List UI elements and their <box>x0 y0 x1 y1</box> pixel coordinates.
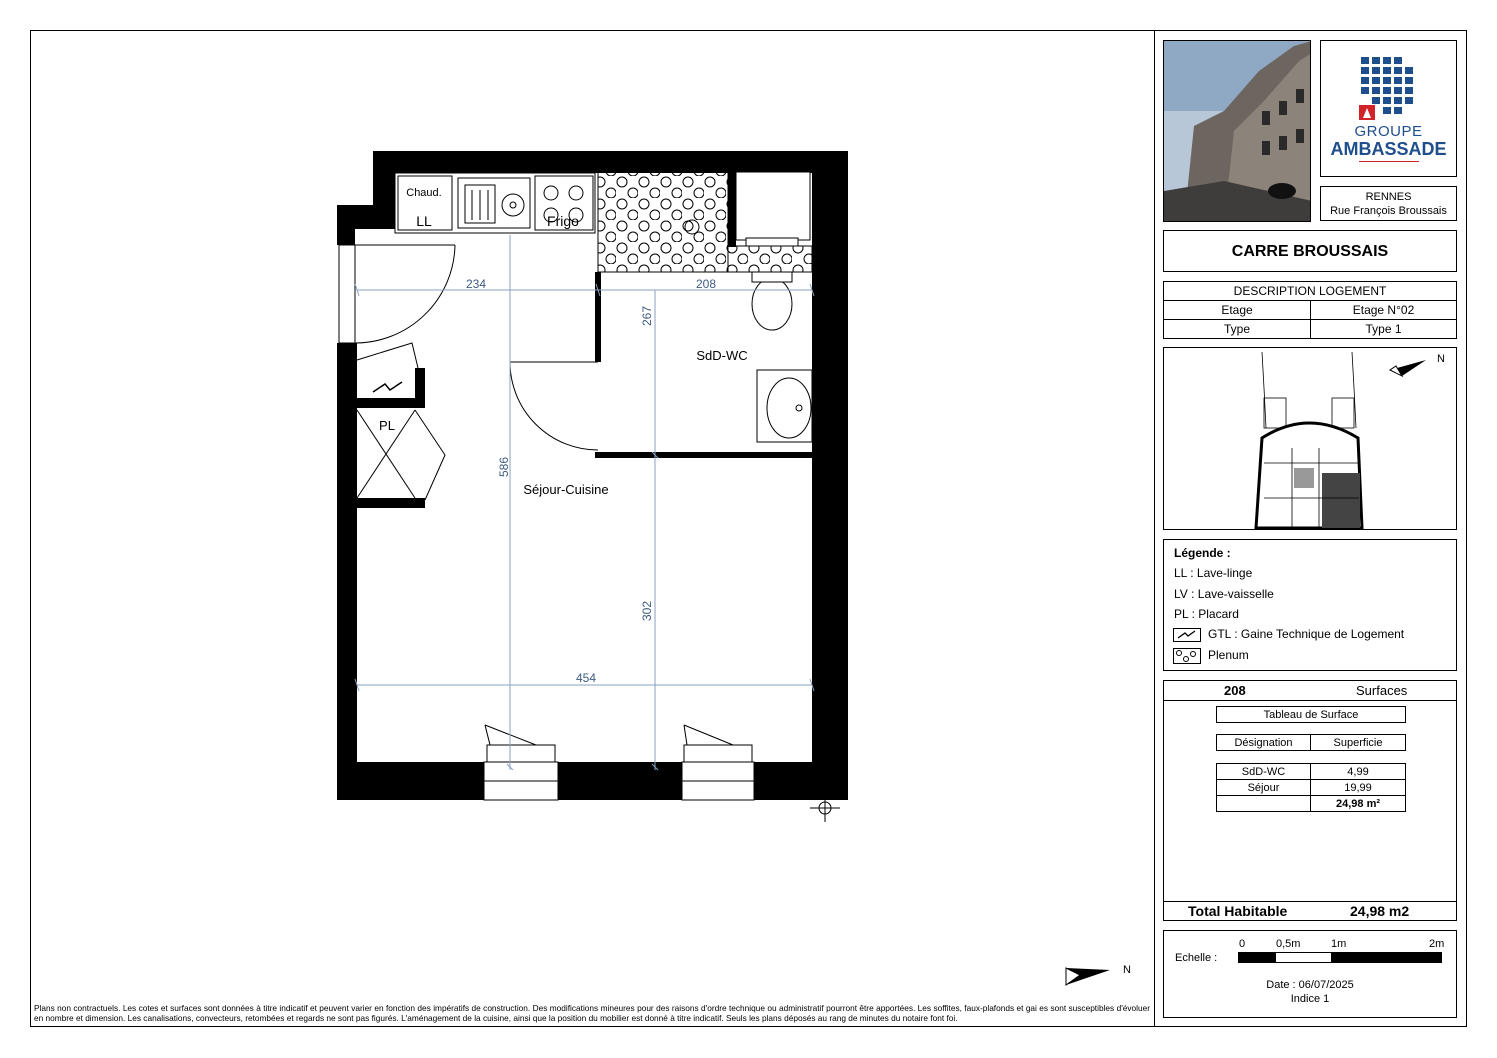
plan-index: Indice 1 <box>1290 993 1330 1005</box>
logo-underline <box>1359 161 1419 162</box>
legend-item: GTL : Gaine Technique de Logement <box>1208 627 1405 641</box>
cartouche-separator <box>1154 30 1155 1027</box>
logo-line2: AMBASSADE <box>1330 139 1447 159</box>
dim-234: 234 <box>465 277 487 291</box>
surface-col-superficie: Superficie <box>1310 734 1406 751</box>
north-arrow-icon <box>1066 968 1110 985</box>
surface-row-name: SdD-WC <box>1216 763 1311 780</box>
surface-row-value: 4,99 <box>1310 763 1406 780</box>
scale-tick: 1m <box>1331 938 1347 950</box>
description-row-value: Etage N°02 <box>1352 303 1415 317</box>
legend-title: Légende : <box>1174 546 1231 560</box>
surface-total: 24,98 m² <box>1310 795 1406 812</box>
scale-box <box>1163 930 1457 1018</box>
dim-454: 454 <box>575 671 597 685</box>
legend-item: LV : Lave-vaisselle <box>1174 587 1274 601</box>
description-row-label: Type <box>1223 322 1250 336</box>
plan-date: Date : 06/07/2025 <box>1266 979 1354 991</box>
label-frigo: Frigo <box>547 213 579 229</box>
scale-label: Echelle : <box>1175 952 1218 964</box>
company-logo <box>1320 40 1457 177</box>
scale-tick: 0 <box>1239 938 1246 950</box>
key-plan-north-label: N <box>1437 353 1445 365</box>
dim-302: 302 <box>640 600 654 622</box>
surfaces-label: Surfaces <box>1356 683 1408 698</box>
building-photo <box>1163 40 1311 222</box>
gtl-legend-icon <box>1173 628 1201 642</box>
plenum-area-2 <box>728 246 812 272</box>
surface-row-name: Séjour <box>1216 779 1311 796</box>
logo-line1: GROUPE <box>1354 123 1423 140</box>
location-box <box>1320 186 1457 221</box>
project-title-box <box>1163 230 1457 272</box>
lot-number: 208 <box>1224 683 1246 698</box>
surface-table-title: Tableau de Surface <box>1216 706 1406 723</box>
gtl-symbol <box>373 382 402 392</box>
project-title: CARRE BROUSSAIS <box>1231 243 1389 260</box>
legend-item: LL : Lave-linge <box>1174 566 1253 580</box>
location-street: Rue François Broussais <box>1330 205 1447 217</box>
legend-item: Plenum <box>1208 648 1249 662</box>
logo-mark-icon <box>1321 49 1456 129</box>
scale-tick: 2m <box>1429 938 1445 950</box>
description-row-label: Etage <box>1221 303 1253 317</box>
bathroom-door <box>510 362 598 450</box>
surfaces-box <box>1163 680 1457 921</box>
north-label: N <box>1123 964 1131 976</box>
disclaimer-notes: Plans non contractuels. Les cotes et surfaces sont données à titre indicatif et peuvent varier en fonction des impératifs de construction. Des modifications mineures pour des raisons d'ordre technique ou administratif pourront être apportées. Les soffites, faux-plafonds et gai es sont susceptibles d'évoluer en nombre et dimension. Les canalisations, convecteurs, retombées et regards ne sont pas figurés. L'aménagement de la cuisine, ainsi que la position du mobilier est donné à titre indicatif. Seuls les plans déposés au rang de minutes du notaire font foi. <box>34 1003 1150 1023</box>
plenum-legend-icon <box>1173 648 1201 664</box>
surface-row-empty <box>1216 795 1311 812</box>
scale-bar <box>1238 952 1443 964</box>
room-sdd-wc: SdD-WC <box>696 348 748 363</box>
entry-door <box>339 245 455 343</box>
room-sejour-cuisine: Séjour-Cuisine <box>523 482 609 497</box>
description-table <box>1163 281 1457 339</box>
description-header: DESCRIPTION LOGEMENT <box>1233 284 1387 298</box>
location-city: RENNES <box>1365 191 1412 203</box>
dim-208: 208 <box>695 277 717 291</box>
total-habitable-label: Total Habitable <box>1188 903 1288 919</box>
placard-doors <box>357 343 445 500</box>
dim-267: 267 <box>640 305 654 327</box>
legend-item: PL : Placard <box>1174 607 1239 621</box>
surface-row-value: 19,99 <box>1310 779 1406 796</box>
label-chaud: Chaud. <box>406 187 442 199</box>
surface-col-designation: Désignation <box>1216 734 1311 751</box>
scale-tick: 0,5m <box>1276 938 1301 950</box>
key-plan <box>1163 347 1457 530</box>
building-photo-image <box>1164 41 1311 222</box>
plenum-area <box>598 172 728 272</box>
total-habitable-value: 24,98 m2 <box>1350 903 1410 919</box>
label-ll: LL <box>416 213 432 229</box>
dim-586: 586 <box>497 456 511 478</box>
key-plan-drawing <box>1164 348 1456 529</box>
legend-box <box>1163 539 1457 671</box>
description-row-value: Type 1 <box>1365 322 1402 336</box>
label-pl: PL <box>379 418 395 433</box>
